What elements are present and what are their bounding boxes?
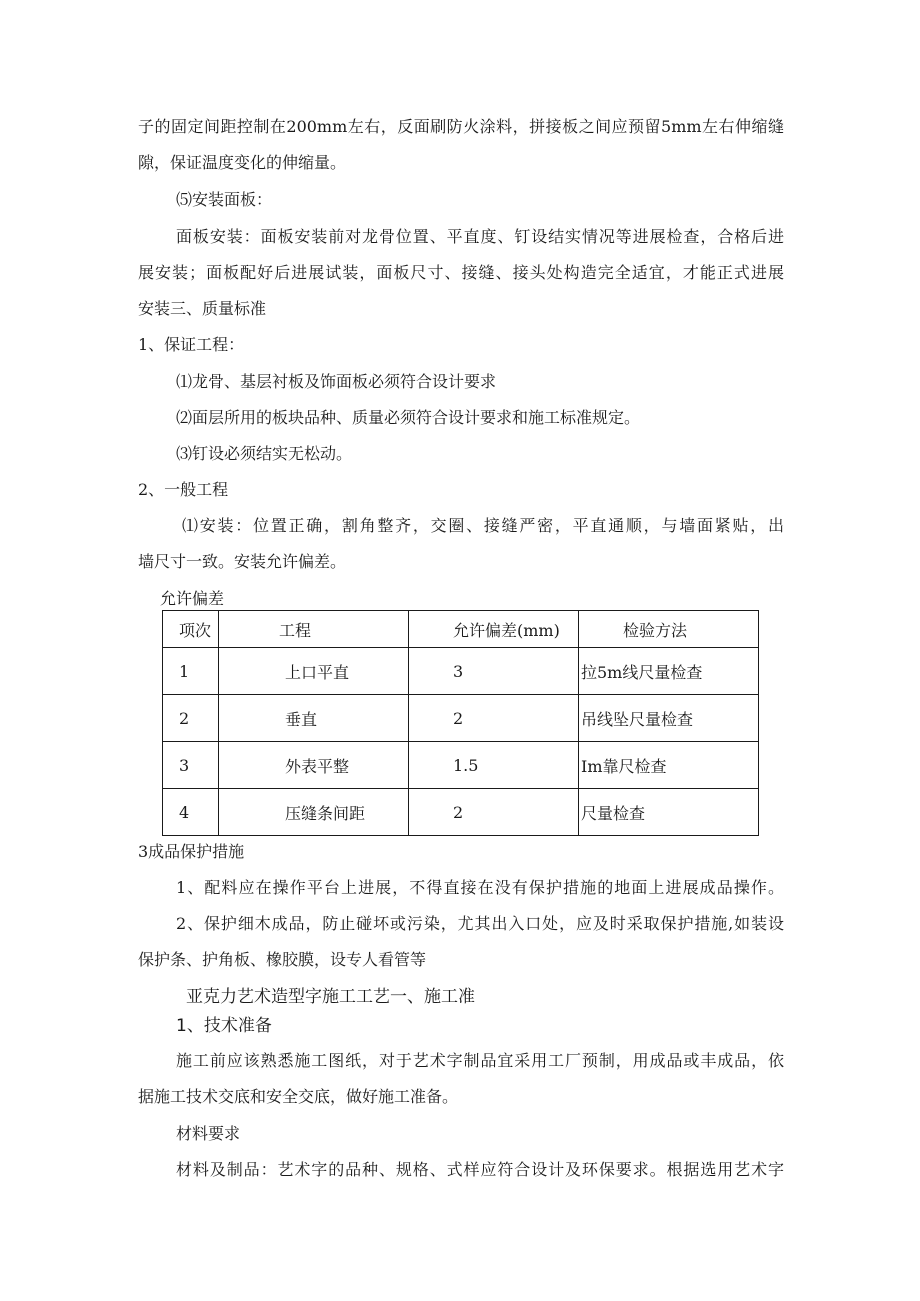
table-row	[163, 742, 759, 789]
header-cell: 项次	[163, 611, 219, 648]
table-cell: 吊线坠尺量检查	[579, 695, 759, 742]
header-cell: 工程	[219, 611, 409, 648]
section-heading: 材料要求	[176, 1124, 241, 1143]
section-heading: 1、保证工程：	[138, 335, 245, 354]
list-item: 保护条、护角板、橡胶膜，设专人看管等	[138, 950, 427, 969]
paragraph-line: 面板安装：面板安装前对龙骨位置、平直度、钉设结实情况等进展检查，合格后进	[176, 227, 784, 246]
paragraph-line: 材料及制品：艺术字的品种、规格、式样应符合设计及环保要求。根据选用艺术字	[176, 1160, 784, 1179]
list-item: 1、配料应在操作平台上进展，不得直接在没有保护措施的地面上进展成品操作。	[176, 878, 784, 897]
section-heading: 2、一般工程	[138, 480, 229, 499]
table-cell: 2	[409, 789, 579, 836]
table-cell: 拉5m线尺量检查	[579, 648, 759, 695]
table-caption: 允许偏差	[160, 589, 225, 608]
paragraph-line: 施工前应该熟悉施工图纸，对于艺术字制品宜采用工厂预制，用成品或丰成品，依	[176, 1051, 784, 1070]
table-cell: 3	[163, 742, 219, 789]
table-row	[163, 789, 759, 836]
table-cell: Im靠尺检查	[579, 742, 759, 789]
table-cell: 压缝条间距	[219, 789, 409, 836]
list-item: 2、保护细木成品，防止碰坏或污染，尤其出入口处，应及时采取保护措施,如装设	[176, 914, 784, 933]
section-heading: 安装三、质量标准	[138, 299, 267, 318]
table-cell: 2	[409, 695, 579, 742]
table-cell: 上口平直	[219, 648, 409, 695]
list-item: ⑵面层所用的板块品种、质量必须符合设计要求和施工标准规定。	[176, 408, 641, 427]
table-row	[163, 695, 759, 742]
paragraph-line: 墙尺寸一致。安装允许偏差。	[138, 552, 347, 571]
table-cell: 外表平整	[219, 742, 409, 789]
paragraph-line: 据施工技术交底和安全交底，做好施工准备。	[138, 1087, 459, 1106]
paragraph-line: 展安装；面板配好后进展试装，面板尺寸、接缝、接头处构造完全适宜，才能正式进展	[138, 263, 784, 282]
table-cell: 尺量检查	[579, 789, 759, 836]
list-item: ⑶钉设必须结实无松动。	[176, 444, 353, 463]
table-cell: 2	[163, 695, 219, 742]
table-cell: 垂直	[219, 695, 409, 742]
section-heading: 1、技术准备	[176, 1016, 272, 1036]
paragraph-line: 子的固定间距控制在200mm左右，反面刷防火涂料，拼接板之间应预留5mm左右伸缩缝	[138, 117, 784, 136]
table-cell: 3	[409, 648, 579, 695]
table-cell: 1.5	[409, 742, 579, 789]
step-heading: ⑸安装面板：	[176, 190, 273, 209]
table-cell: 4	[163, 789, 219, 836]
header-cell: 检验方法	[579, 611, 759, 648]
table-row	[163, 648, 759, 695]
tolerance-table	[162, 610, 759, 836]
list-item: ⑴龙骨、基层衬板及饰面板必须符合设计要求	[176, 372, 497, 391]
section-heading: 3成品保护措施	[138, 842, 245, 861]
header-cell: 允许偏差(mm)	[409, 611, 579, 648]
table-cell: 1	[163, 648, 219, 695]
section-title: 亚克力艺术造型字施工工艺一、施工准	[186, 987, 475, 1007]
paragraph-line: 隙，保证温度变化的伸缩量。	[138, 153, 347, 172]
paragraph-line: ⑴安装：位置正确，割角整齐，交圈、接缝严密，平直通顺，与墙面紧贴，出	[182, 516, 784, 535]
table-header-row	[163, 611, 759, 648]
